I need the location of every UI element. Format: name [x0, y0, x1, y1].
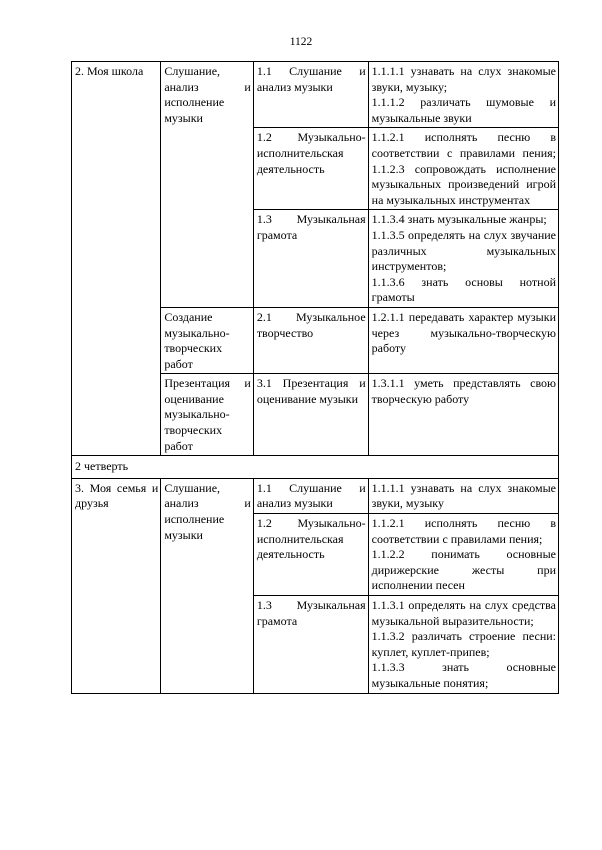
outcomes-cell	[368, 374, 558, 456]
outcome: 1.1.2.1 исполнять песню в соответствии с правилами пения; 1.1.2.3 сопровождать исполнение музыкальных произведений игрой на музыкальных инструментах	[371, 130, 556, 207]
outcome: 1.1.1.2 различать шумовые и музыкальные звуки	[371, 95, 556, 125]
outcomes-cell	[368, 128, 558, 210]
outcomes-cell	[368, 210, 558, 308]
outcome: 1.3.1.1 уметь представлять свою творческую работу	[371, 376, 556, 406]
outcome: 1.1.3.3 знать основные музыкальные понятия;	[371, 660, 556, 690]
outcomes-cell	[368, 478, 558, 513]
subtopic-cell: 1.1 Слушание и анализ музыки	[253, 62, 368, 128]
outcome: 1.2.1.1 передавать характер музыки через музыкально-творческую работу	[371, 309, 556, 356]
topic-cell: 3. Моя семья и друзья	[72, 478, 161, 693]
topic-cell: 2. Моя школа	[72, 62, 161, 456]
outcome: 1.1.3.1 определять на слух средства музыкальной выразительности;	[371, 598, 556, 628]
table-row	[72, 478, 559, 513]
curriculum-table	[71, 61, 559, 694]
subtopic-cell: 1.3 Музыкальная грамота	[253, 596, 368, 694]
outcome: 1.1.3.5 определять на слух звучание различных музыкальных инструментов;	[371, 227, 556, 274]
outcomes-cell	[368, 307, 558, 373]
outcomes-cell	[368, 514, 558, 596]
outcome: 1.1.3.2 различать строение песни: куплет, куплет-припев;	[371, 629, 556, 659]
subtopic-cell: 1.1 Слушание и анализ музыки	[253, 478, 368, 513]
activity-cell: Создание музыкально-творческих работ	[161, 307, 254, 373]
outcome: 1.1.1.1 узнавать на слух знакомые звуки, музыку	[371, 480, 556, 511]
quarter-label: 2 четверть	[72, 456, 559, 479]
subtopic-cell: 1.3 Музыкальная грамота	[253, 210, 368, 308]
outcome: 1.1.3.6 знать основы нотной грамоты	[371, 274, 556, 305]
subtopic-cell: 3.1 Презентация и оценивание музыки	[253, 374, 368, 456]
table-row	[72, 62, 559, 128]
subtopic-cell: 2.1 Музыкальное творчество	[253, 307, 368, 373]
outcome: 1.1.1.1 узнавать на слух знакомые звуки, музыку;	[371, 64, 556, 94]
subtopic-cell: 1.2 Музыкально-исполнительская деятельность	[253, 514, 368, 596]
activity-cell: Слушание, анализ и исполнение музыки	[161, 478, 254, 693]
section-row	[72, 456, 559, 479]
outcomes-cell	[368, 62, 558, 128]
outcome: 1.1.3.4 знать музыкальные жанры;	[371, 212, 547, 227]
outcomes-cell	[368, 596, 558, 694]
activity-cell: Презентация и оценивание музыкально-творческих работ	[161, 374, 254, 456]
outcome: 1.1.2.1 исполнять песню в соответствии с правилами пения;	[371, 516, 556, 546]
outcome: 1.1.2.2 понимать основные дирижерские жесты при исполнении песен	[371, 547, 556, 593]
page-number: 1122	[289, 36, 313, 48]
subtopic-cell: 1.2 Музыкально-исполнительская деятельность	[253, 128, 368, 210]
activity-cell: Слушание, анализ и исполнение музыки	[161, 62, 254, 308]
